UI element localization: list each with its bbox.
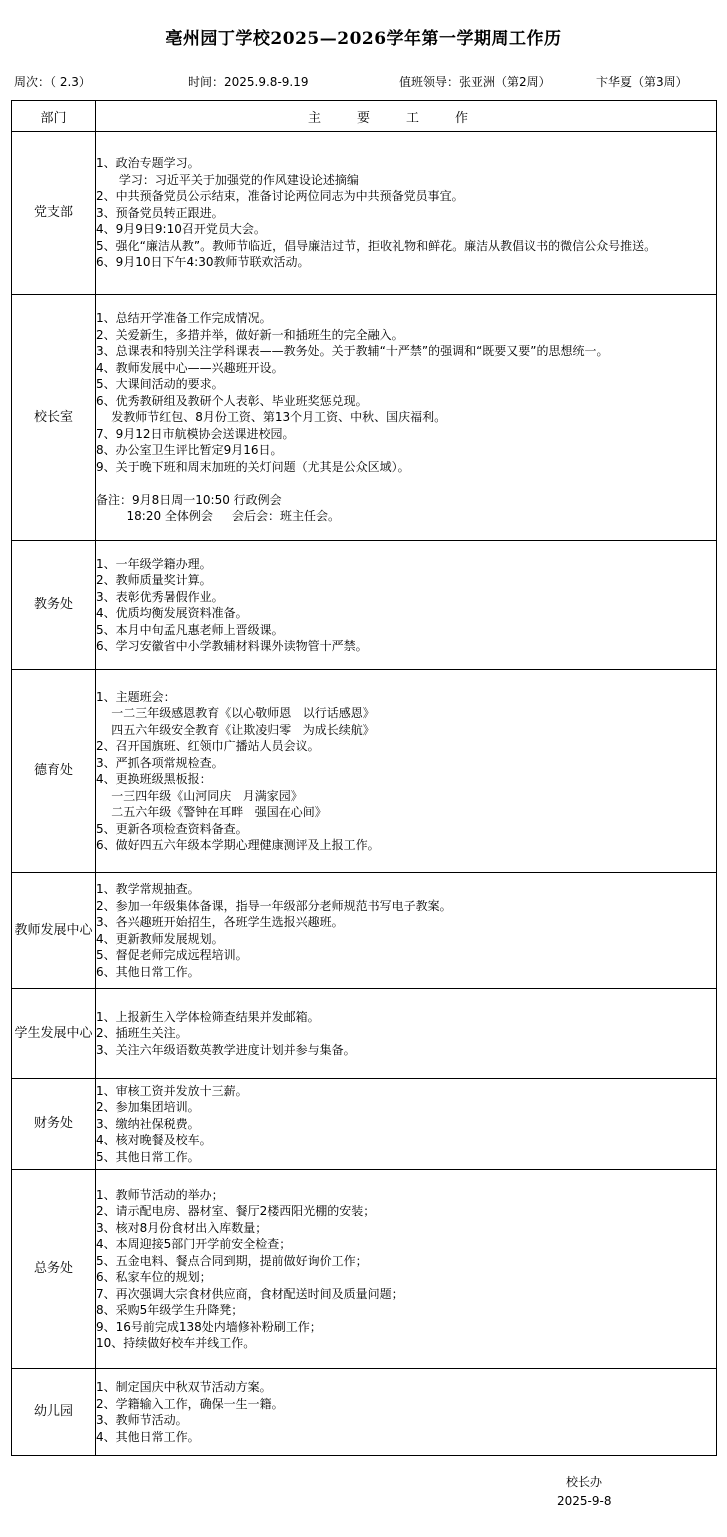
work-items	[96, 295, 717, 541]
department-name: 学生发展中心	[12, 989, 96, 1079]
department-name: 教师发展中心	[12, 873, 96, 989]
work-items	[96, 1170, 717, 1369]
work-item: 1、一年级学籍办理。	[96, 556, 212, 571]
work-item: 1、上报新生入学体检筛查结果并发邮箱。	[96, 1009, 320, 1024]
work-item: 2、参加一年级集体备课，指导一年级部分老师规范书写电子教案。	[96, 898, 452, 913]
work-item: 10、持续做好校车并线工作。	[96, 1336, 256, 1350]
work-item-list	[96, 310, 716, 525]
header-main-work: 主要工作	[96, 101, 717, 132]
work-item: 4、核对晚餐及校车。	[96, 1133, 212, 1148]
work-item-list	[96, 1083, 716, 1166]
work-item: 5、本月中旬孟凡惠老师上晋级课。	[96, 622, 284, 637]
work-item: 3、各兴趣班开始招生，各班学生选报兴趣班。	[96, 915, 344, 929]
work-item-list	[96, 1009, 716, 1059]
work-item: 3、教师节活动。	[96, 1413, 188, 1427]
work-items	[96, 1369, 717, 1456]
work-item: 6、优秀教研组及教研个人表彰、毕业班奖惩兑现。	[96, 393, 368, 408]
work-item: 四五六年级安全教育《让欺凌归零 为成长续航》	[96, 722, 375, 737]
footer-date: 2025-9-8	[557, 1494, 612, 1508]
work-item-list	[96, 1379, 716, 1445]
work-item: 6、私家车位的规划；	[96, 1270, 212, 1284]
work-item: 二五六年级《警钟在耳畔 强国在心间》	[96, 805, 327, 819]
work-items	[96, 989, 717, 1079]
header-department: 部门	[12, 101, 96, 132]
row-general-affairs	[12, 1170, 717, 1369]
work-item: 6、学习安徽省中小学教辅材料课外读物管十严禁。	[96, 639, 368, 653]
work-item: 5、强化“廉洁从教”。教师节临近，倡导廉洁过节，拒收礼物和鲜花。廉洁从教倡议书的微信公众号推送。	[96, 238, 657, 253]
work-item-list	[96, 556, 716, 655]
department-name: 校长室	[12, 295, 96, 541]
work-item: 9、16号前完成138处内墙修补粉刷工作；	[96, 1319, 322, 1334]
row-teacher-development	[12, 873, 717, 989]
department-name: 教务处	[12, 541, 96, 670]
table-header-row	[12, 101, 717, 132]
work-item: 1、教师节活动的举办；	[96, 1187, 224, 1202]
row-kindergarten	[12, 1369, 717, 1456]
work-item: 1、政治专题学习。	[96, 156, 200, 171]
work-item-list	[96, 155, 716, 271]
department-name: 幼儿园	[12, 1369, 96, 1456]
work-item: 3、表彰优秀暑假作业。	[96, 589, 224, 604]
work-item: 3、严抓各项常规检查。	[96, 755, 224, 770]
row-finance	[12, 1079, 717, 1170]
work-item: 2、请示配电房、器材室、餐厅2楼西阳光棚的安装；	[96, 1204, 376, 1218]
department-name: 总务处	[12, 1170, 96, 1369]
work-item	[96, 475, 716, 492]
work-item: 2、教师质量奖计算。	[96, 573, 212, 587]
work-item: 4、教师发展中心——兴趣班开设。	[96, 360, 284, 375]
work-item: 18:20 全体例会 会后会：班主任会。	[96, 509, 340, 524]
work-item: 2、插班生关注。	[96, 1026, 188, 1041]
work-item: 3、核对8月份食材出入库数量；	[96, 1220, 268, 1235]
work-item: 5、大课间活动的要求。	[96, 377, 224, 392]
work-item: 4、更新教师发展规划。	[96, 931, 224, 946]
work-item: 5、督促老师完成远程培训。	[96, 948, 248, 962]
row-principal-office	[12, 295, 717, 541]
work-item: 6、9月10日下午4:30教师节联欢活动。	[96, 255, 310, 270]
work-item: 4、9月9日9:10召开党员大会。	[96, 222, 266, 237]
work-item: 1、制定国庆中秋双节活动方案。	[96, 1380, 272, 1394]
department-name: 财务处	[12, 1079, 96, 1170]
work-item: 4、其他日常工作。	[96, 1429, 200, 1444]
work-items	[96, 132, 717, 295]
work-items	[96, 541, 717, 670]
work-item: 7、9月12日市航模协会送课进校园。	[96, 426, 295, 441]
work-item: 一三四年级《山河同庆 月满家园》	[96, 788, 303, 803]
footer-office: 校长办	[566, 1475, 603, 1489]
work-item: 7、再次强调大宗食材供应商，食材配送时间及质量问题；	[96, 1286, 404, 1301]
work-item: 1、主题班会：	[96, 689, 176, 704]
work-item: 一二三年级感恩教育《以心敬师恩 以行话感恩》	[96, 706, 375, 720]
duty-leader-week3: 卞华夏（第3周）	[596, 75, 688, 89]
work-item: 4、本周迎接5部门开学前安全检查；	[96, 1237, 292, 1251]
work-item: 6、做好四五六年级本学期心理健康测评及上报工作。	[96, 838, 380, 852]
work-item: 4、优质均衡发展资料准备。	[96, 606, 248, 620]
work-item: 8、办公室卫生评比暂定9月16日。	[96, 443, 283, 458]
work-item: 5、五金电料、餐点合同到期，提前做好询价工作；	[96, 1253, 368, 1268]
work-item: 8、采购5年级学生升降凳；	[96, 1303, 244, 1317]
work-item-list	[96, 881, 716, 980]
work-item: 3、关注六年级语数英教学进度计划并参与集备。	[96, 1042, 356, 1057]
work-item: 1、审核工资并发放十三薪。	[96, 1083, 248, 1098]
duty-leader-week2: 值班领导：张亚洲（第2周）	[399, 75, 551, 89]
work-item: 9、关于晚下班和周末加班的关灯问题（尤其是公众区域）。	[96, 459, 410, 474]
work-items	[96, 1079, 717, 1170]
department-name: 党支部	[12, 132, 96, 295]
week-number: 周次：（ 2.3）	[14, 75, 91, 89]
work-item: 3、缴纳社保税费。	[96, 1116, 200, 1131]
work-item: 备注：9月8日周一10:50 行政例会	[96, 492, 282, 507]
work-calendar-table	[11, 100, 717, 1456]
work-items	[96, 873, 717, 989]
work-item-list	[96, 1187, 716, 1352]
row-party-branch	[12, 132, 717, 295]
work-item: 3、总课表和特别关注学科课表——教务处。关于教辅“十严禁”的强调和“既要又要”的思想统一。	[96, 344, 609, 359]
work-items	[96, 670, 717, 873]
work-item: 5、其他日常工作。	[96, 1149, 200, 1164]
work-item: 1、教学常规抽查。	[96, 882, 200, 896]
row-student-development	[12, 989, 717, 1079]
work-item: 3、预备党员转正跟进。	[96, 205, 224, 220]
work-item: 2、学籍输入工作，确保一生一籍。	[96, 1396, 284, 1411]
work-item-list	[96, 689, 716, 854]
row-academic-affairs	[12, 541, 717, 670]
row-moral-education	[12, 670, 717, 873]
work-item: 2、关爱新生，多措并举，做好新一和插班生的完全融入。	[96, 327, 404, 342]
work-item: 2、参加集团培训。	[96, 1100, 200, 1115]
date-range: 时间：2025.9.8-9.19	[188, 75, 309, 89]
work-item: 2、召开国旗班、红领巾广播站人员会议。	[96, 739, 320, 753]
work-item: 5、更新各项检查资料备查。	[96, 821, 248, 836]
department-name: 德育处	[12, 670, 96, 873]
work-item: 2、中共预备党员公示结束，准备讨论两位同志为中共预备党员事宜。	[96, 189, 464, 204]
page-title: 亳州园丁学校2025—2026学年第一学期周工作历	[165, 29, 562, 49]
work-item: 发教师节红包、8月份工资、第13个月工资、中秋、国庆福利。	[96, 410, 447, 425]
work-item: 1、总结开学准备工作完成情况。	[96, 311, 272, 326]
work-item: 学习：习近平关于加强党的作风建设论述摘编	[96, 172, 359, 187]
work-item: 4、更换班级黑板报：	[96, 772, 212, 786]
work-item: 6、其他日常工作。	[96, 964, 200, 979]
